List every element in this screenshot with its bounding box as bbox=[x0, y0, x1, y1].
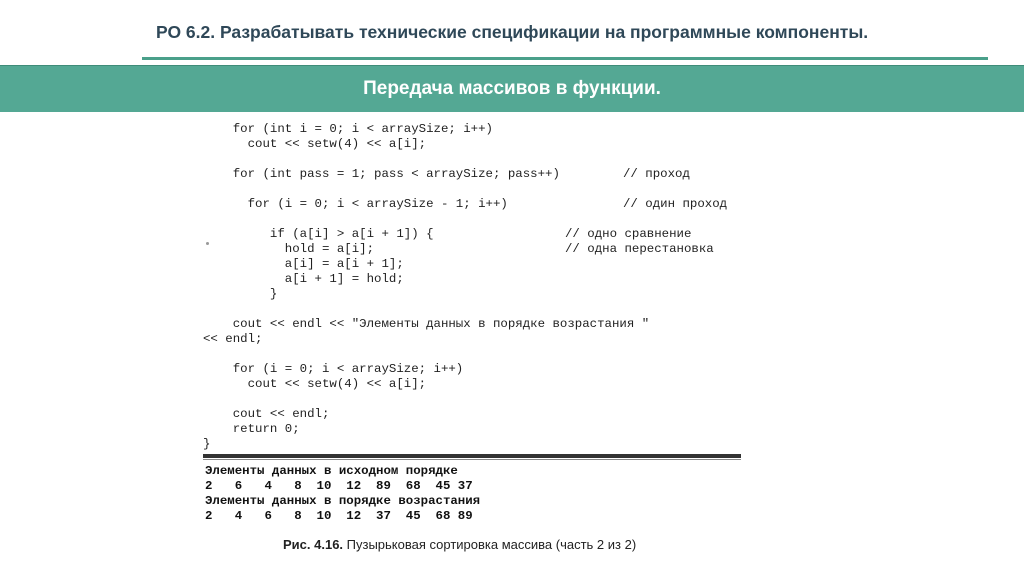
code-line: return 0; bbox=[203, 422, 300, 436]
output-line: Элементы данных в исходном порядке bbox=[205, 464, 458, 478]
code-line: cout << setw(4) << a[i]; bbox=[203, 137, 427, 151]
output-divider bbox=[203, 454, 741, 458]
figure-number: Рис. 4.16. bbox=[283, 537, 344, 552]
code-comment: // одна перестановка bbox=[565, 242, 714, 256]
code-line: for (int i = 0; i < arraySize; i++) bbox=[203, 122, 493, 136]
code-line: for (i = 0; i < arraySize; i++) bbox=[203, 362, 464, 376]
code-line: cout << setw(4) << a[i]; bbox=[203, 377, 427, 391]
code-line: cout << endl; bbox=[203, 407, 330, 421]
code-comment: // одно сравнение bbox=[565, 227, 692, 241]
page-title: РО 6.2. Разрабатывать технические спецификации на программные компоненты. bbox=[156, 22, 869, 42]
output-line: 2 4 6 8 10 12 37 45 68 89 bbox=[205, 509, 473, 523]
slide-header bbox=[0, 0, 1024, 66]
code-line: hold = a[i]; bbox=[203, 242, 375, 256]
output-line: Элементы данных в порядке возрастания bbox=[205, 494, 481, 508]
section-title: Передача массивов в функции. bbox=[363, 78, 661, 99]
code-comment: // один проход bbox=[623, 197, 728, 211]
header-divider bbox=[142, 57, 988, 60]
output-divider-thin bbox=[203, 459, 741, 460]
code-line: cout << endl << "Элементы данных в порядке возрастания " bbox=[203, 317, 650, 331]
code-line: << endl; bbox=[203, 332, 263, 346]
code-line: for (int pass = 1; pass < arraySize; pass++) bbox=[203, 167, 560, 181]
figure-caption bbox=[283, 537, 636, 552]
section-banner bbox=[0, 65, 1024, 112]
code-line: a[i + 1] = hold; bbox=[203, 272, 404, 286]
code-line: } bbox=[203, 437, 211, 451]
code-line: } bbox=[203, 287, 278, 301]
output-line: 2 6 4 8 10 12 89 68 45 37 bbox=[205, 479, 473, 493]
code-comment: // проход bbox=[623, 167, 690, 181]
code-line: if (a[i] > a[i + 1]) { bbox=[203, 227, 434, 241]
code-line: for (i = 0; i < arraySize - 1; i++) bbox=[203, 197, 508, 211]
figure-caption-text: Пузырьковая сортировка массива (часть 2 из 2) bbox=[343, 537, 637, 552]
code-line: a[i] = a[i + 1]; bbox=[203, 257, 404, 271]
